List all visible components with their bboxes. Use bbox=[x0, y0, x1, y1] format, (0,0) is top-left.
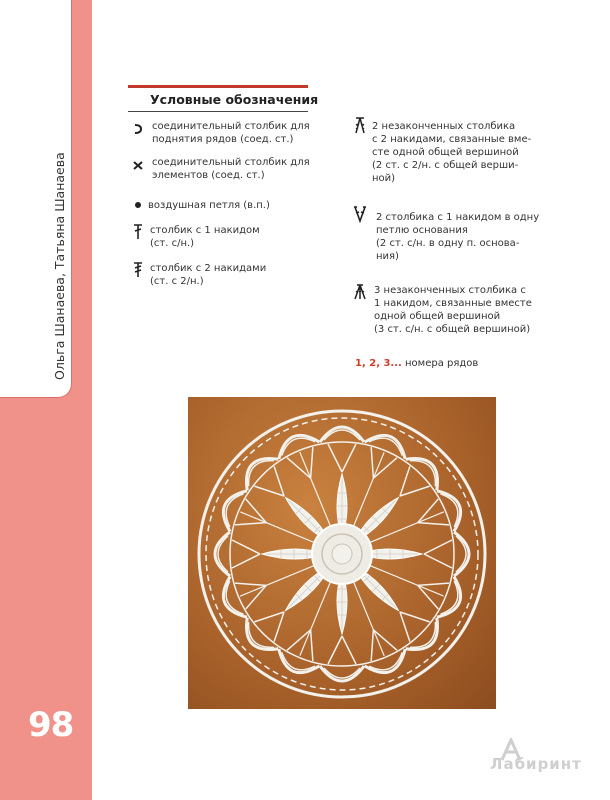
row-numbers-text: номера рядов bbox=[401, 358, 479, 369]
legend-entry-chain: воздушная петля (в.п.) bbox=[148, 200, 270, 211]
legend-entry-treble: столбик с 2 накидами (ст. с 2/н.) bbox=[150, 263, 267, 287]
double-crochet-icon bbox=[132, 222, 144, 240]
row-numbers-sample: 1, 2, 3... bbox=[355, 358, 402, 369]
legend-entry-dc: столбик с 1 накидом (ст. с/н.) bbox=[150, 225, 260, 249]
three-dc-cluster-icon bbox=[354, 282, 366, 300]
legend-entry-2tr-cluster: 2 незаконченных столбика с 2 накидами, связанные вме- сте одной общей вершиной (2 ст. с 2/н. с общей верши- ной) bbox=[372, 121, 532, 184]
slip-stitch-rows-icon bbox=[132, 120, 144, 138]
legend-title: Условные обозначения bbox=[150, 92, 319, 107]
doily-illustration bbox=[188, 397, 496, 709]
page-number: 98 bbox=[28, 705, 74, 745]
authors-vertical: Ольга Шанаева, Татьяна Шанаева bbox=[52, 152, 67, 380]
treble-crochet-icon bbox=[132, 260, 144, 278]
legend-rule-top bbox=[128, 85, 308, 88]
two-dc-one-base-icon bbox=[354, 205, 366, 223]
legend-entry-3dc-cluster: 3 незаконченных столбика с 1 накидом, связанные вместе одной общей вершиной (3 ст. с/н. с общей вершиной) bbox=[374, 285, 532, 335]
labirint-logo-text: Лабиринт bbox=[490, 755, 582, 773]
chain-stitch-icon bbox=[132, 196, 144, 214]
two-treble-cluster-icon bbox=[354, 116, 366, 134]
legend-entry-slip-rows: соединительный столбик для поднятия рядов (соед. ст.) bbox=[152, 121, 310, 145]
slip-stitch-elements-icon bbox=[132, 156, 144, 174]
legend-entry-2dc-base: 2 столбика с 1 накидом в одну петлю основания (2 ст. с/н. в одну п. основа- ния) bbox=[376, 212, 540, 262]
doily-photo bbox=[188, 397, 496, 709]
legend-rule-bottom bbox=[128, 111, 308, 112]
legend-entry-slip-elements: соединительный столбик для элементов (соед. ст.) bbox=[152, 157, 310, 181]
row-numbers-legend bbox=[355, 358, 478, 369]
